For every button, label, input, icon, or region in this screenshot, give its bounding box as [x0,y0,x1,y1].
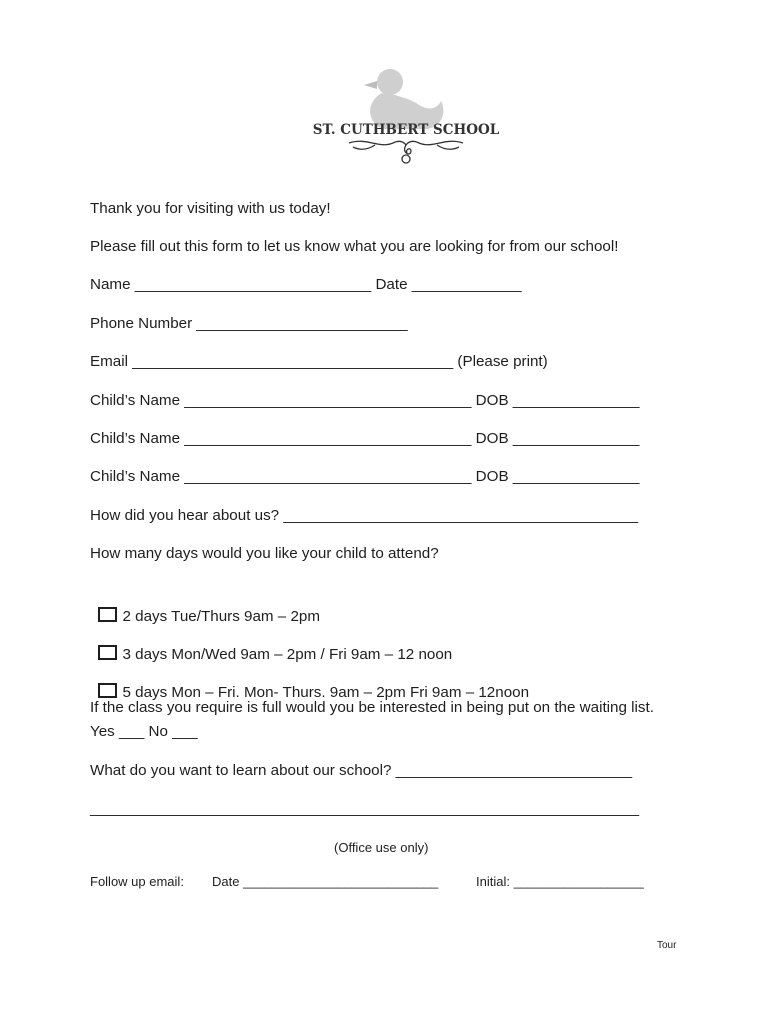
office-use-label: (Office use only) [334,840,429,855]
learn-blank-line[interactable]: _________________________________________________________________ [90,800,640,817]
hear-about-field[interactable]: How did you hear about us? __________________________________________ [90,507,639,524]
option-label: 5 days Mon – Fri. Mon- Thurs. 9am – 2pm Fri 9am – 12noon [122,684,530,701]
follow-up-initial-field[interactable]: Initial: __________________ [476,874,644,889]
footer-tag: Tour [657,940,677,951]
waitlist-question[interactable]: If the class you require is full would you be interested in being put on the waiting list. Yes ___ No ___ [90,699,654,740]
days-question: How many days would you like your child to attend? [90,545,439,562]
follow-up-date-field[interactable]: Date ___________________________ [212,874,439,889]
phone-field[interactable]: Phone Number _________________________ [90,315,408,332]
follow-up-label: Follow up email: [90,874,184,889]
child-name-field-2[interactable]: Child’s Name __________________________________ DOB _______________ [90,430,640,447]
logo-text: ST. CUTHBERT SCHOOL [312,122,500,138]
option-label: 2 days Tue/Thurs 9am – 2pm [122,608,320,625]
school-logo [312,65,500,169]
thank-you-text: Thank you for visiting with us today! [90,200,331,217]
child-name-field-3[interactable]: Child’s Name __________________________________ DOB _______________ [90,468,640,485]
child-name-field-1[interactable]: Child’s Name __________________________________ DOB _______________ [90,392,640,409]
intro-text: Please fill out this form to let us know what you are looking for from our school! [90,238,619,255]
name-date-field[interactable]: Name ____________________________ Date _____________ [90,276,522,293]
option-label: 3 days Mon/Wed 9am – 2pm / Fri 9am – 12 noon [122,646,453,663]
learn-field[interactable]: What do you want to learn about our school? ____________________________ [90,762,633,779]
duck-icon [364,69,443,129]
scroll-ornament-icon [349,141,463,163]
email-field[interactable]: Email ______________________________________ (Please print) [90,353,548,370]
